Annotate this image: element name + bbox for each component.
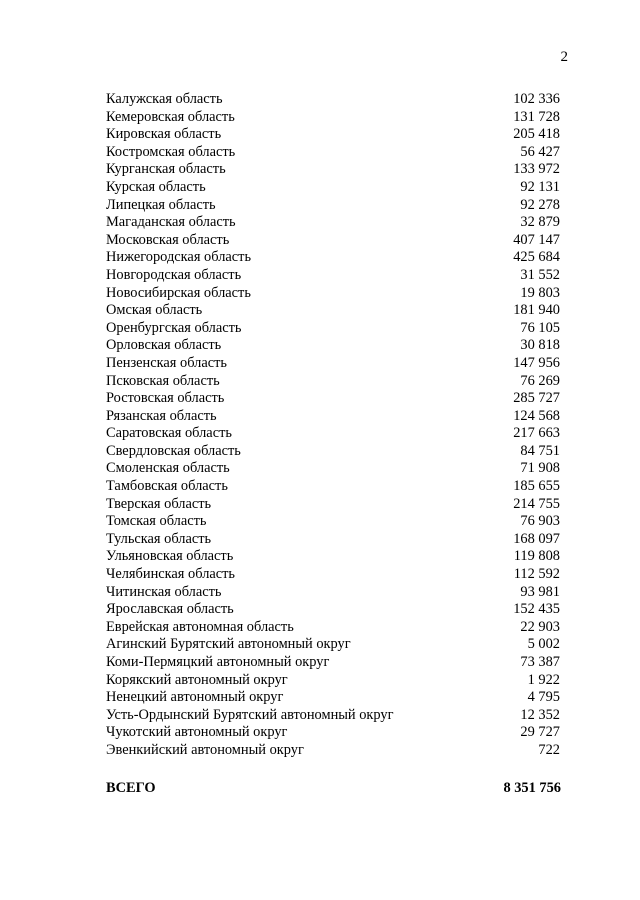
region-value: 1 922: [527, 671, 560, 688]
region-value: 71 908: [520, 460, 560, 477]
table-row: [106, 214, 561, 232]
table-row: [106, 601, 561, 619]
table-row: [106, 161, 561, 179]
table-row: [106, 707, 561, 725]
region-value: 112 592: [513, 566, 560, 583]
region-value: 30 818: [520, 337, 560, 354]
region-name: Свердловская область: [106, 442, 241, 459]
table-row: [106, 267, 561, 285]
region-name: Костромская область: [106, 143, 236, 160]
region-value: 31 552: [520, 266, 560, 283]
table-row: [106, 320, 561, 338]
table-row: [106, 390, 561, 408]
region-name: Калужская область: [106, 91, 223, 107]
region-value: 217 663: [513, 425, 560, 442]
region-name: Ростовская область: [106, 390, 225, 407]
total-label: ВСЕГО: [106, 780, 156, 796]
table-row: [106, 443, 561, 461]
table-row: [106, 672, 561, 690]
total-row: [106, 779, 561, 797]
region-name: Корякский автономный округ: [106, 671, 288, 688]
region-value: 93 981: [520, 583, 560, 600]
region-name: Читинская область: [106, 583, 222, 600]
region-value: 84 751: [520, 442, 560, 459]
region-name: Ульяновская область: [106, 548, 234, 565]
table-row: [106, 144, 561, 162]
region-name: Кировская область: [106, 126, 222, 143]
region-value: 205 418: [513, 126, 560, 143]
table-row: [106, 126, 561, 144]
region-value: 181 940: [513, 302, 560, 319]
table-row: [106, 355, 561, 373]
region-name: Агинский Бурятский автономный округ: [106, 636, 351, 653]
region-name: Рязанская область: [106, 407, 217, 424]
region-name: Кемеровская область: [106, 108, 235, 125]
region-value: 425 684: [513, 249, 560, 266]
region-name: Нижегородская область: [106, 249, 252, 266]
region-name: Пензенская область: [106, 354, 227, 371]
region-value: 119 808: [513, 548, 560, 565]
table-row: [106, 513, 561, 531]
table-row: [106, 619, 561, 637]
region-value: 32 879: [520, 214, 560, 231]
region-name: Московская область: [106, 231, 230, 248]
region-value: 5 002: [527, 636, 560, 653]
region-value: 76 269: [520, 372, 560, 389]
region-value: 12 352: [520, 706, 560, 723]
region-value: 19 803: [520, 284, 560, 301]
region-value: 285 727: [513, 390, 560, 407]
region-value: 76 105: [520, 319, 560, 336]
region-value: 124 568: [513, 407, 560, 424]
region-name: Орловская область: [106, 337, 222, 354]
region-value: 722: [538, 741, 560, 758]
region-name: Псковская область: [106, 372, 220, 389]
region-name: Коми-Пермяцкий автономный округ: [106, 654, 330, 670]
region-value: 152 435: [513, 601, 560, 618]
table-row: [106, 249, 561, 267]
table-row: [106, 373, 561, 391]
table-row: [106, 91, 561, 109]
region-name: Эвенкийский автономный округ: [106, 741, 304, 758]
region-value: 147 956: [513, 354, 560, 371]
table-row: [106, 285, 561, 303]
region-value: 73 387: [520, 654, 560, 670]
region-name: Курганская область: [106, 161, 226, 178]
table-row: [106, 531, 561, 549]
region-name: Липецкая область: [106, 196, 216, 213]
region-value: 92 131: [520, 178, 560, 195]
region-name: Новосибирская область: [106, 284, 251, 301]
region-value: 407 147: [513, 231, 560, 248]
region-name: Ярославская область: [106, 601, 234, 618]
region-name: Омская область: [106, 302, 203, 319]
table-row: [106, 584, 561, 602]
region-table: [106, 91, 561, 760]
table-row: [106, 566, 561, 584]
table-row: [106, 302, 561, 320]
region-value: 76 903: [520, 513, 560, 530]
region-value: 92 278: [520, 196, 560, 213]
page-number: 2: [560, 49, 568, 65]
region-name: Оренбургская область: [106, 319, 242, 336]
region-value: 4 795: [527, 689, 560, 706]
region-value: 131 728: [513, 108, 560, 125]
table-row: [106, 460, 561, 478]
region-name: Томская область: [106, 513, 207, 530]
table-row: [106, 478, 561, 496]
region-name: Тверская область: [106, 495, 212, 512]
region-value: 214 755: [513, 495, 560, 512]
region-name: Магаданская область: [106, 214, 236, 231]
region-name: Новгородская область: [106, 266, 242, 283]
region-name: Саратовская область: [106, 425, 232, 442]
region-name: Еврейская автономная область: [106, 618, 294, 635]
region-name: Ненецкий автономный округ: [106, 689, 284, 706]
table-row: [106, 232, 561, 250]
region-name: Усть-Ордынский Бурятский автономный округ: [106, 706, 394, 723]
table-row: [106, 337, 561, 355]
region-value: 133 972: [513, 161, 560, 178]
region-value: 185 655: [513, 478, 560, 495]
region-name: Тамбовская область: [106, 478, 228, 495]
table-row: [106, 548, 561, 566]
region-name: Челябинская область: [106, 566, 235, 583]
region-value: 168 097: [513, 530, 560, 547]
table-row: [106, 742, 561, 760]
region-value: 102 336: [513, 91, 560, 107]
region-name: Чукотский автономный округ: [106, 724, 288, 741]
region-value: 56 427: [520, 143, 560, 160]
table-row: [106, 496, 561, 514]
region-name: Тульская область: [106, 530, 212, 547]
total-value: 8 351 756: [503, 780, 561, 796]
region-value: 22 903: [520, 618, 560, 635]
region-value: 29 727: [520, 724, 560, 741]
table-row: [106, 109, 561, 127]
table-row: [106, 654, 561, 672]
table-row: [106, 636, 561, 654]
region-name: Смоленская область: [106, 460, 230, 477]
table-row: [106, 425, 561, 443]
table-row: [106, 689, 561, 707]
table-row: [106, 408, 561, 426]
table-row: [106, 197, 561, 215]
table-row: [106, 724, 561, 742]
table-row: [106, 179, 561, 197]
region-name: Курская область: [106, 178, 206, 195]
